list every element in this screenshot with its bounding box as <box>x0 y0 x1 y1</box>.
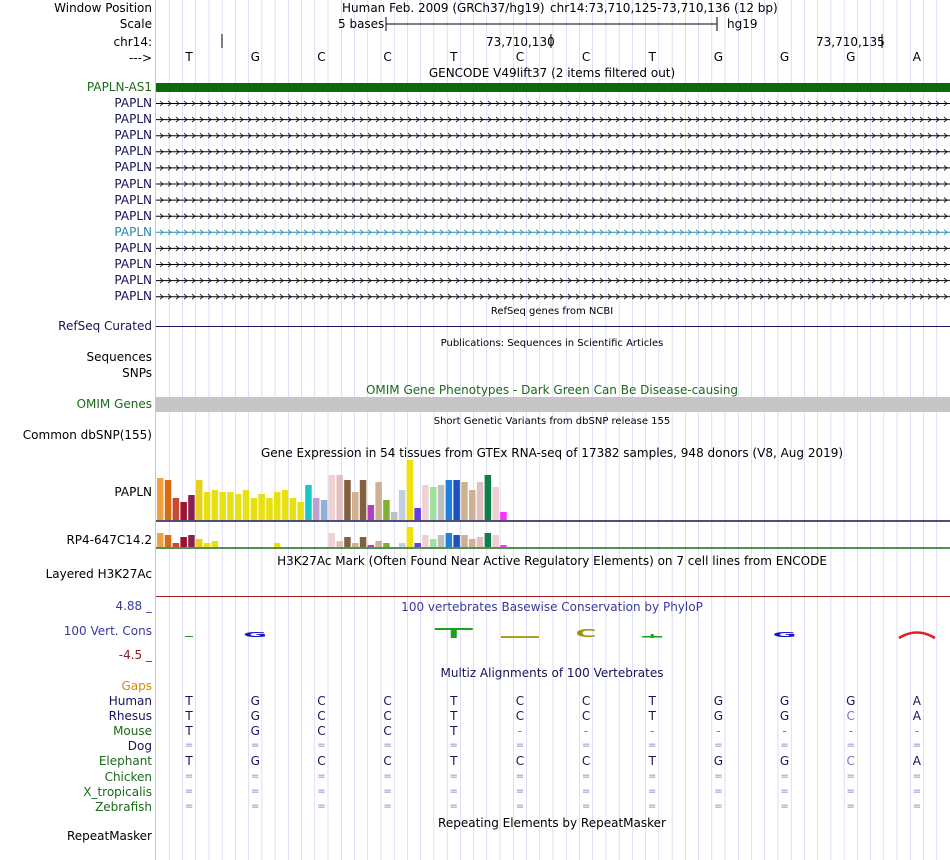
gencode-transcript-label[interactable]: PAPLN <box>114 240 152 255</box>
gtex-bar-rp4[interactable] <box>430 539 437 547</box>
multiz-base: - <box>583 724 589 739</box>
multiz-base: = <box>184 800 194 812</box>
gtex-bar-papln[interactable] <box>227 492 234 520</box>
gtex-bar-papln[interactable] <box>407 460 414 520</box>
multiz-base: = <box>317 770 326 782</box>
multiz-base: C <box>515 694 525 708</box>
gencode-transcript-label[interactable]: PAPLN <box>114 112 152 127</box>
gtex-bar-rp4[interactable] <box>453 535 460 547</box>
gtex-bar-papln[interactable] <box>313 498 320 520</box>
gtex-bar-rp4[interactable] <box>461 535 468 547</box>
gtex-bar-papln[interactable] <box>290 498 297 520</box>
gtex-bar-rp4[interactable] <box>368 545 375 547</box>
multiz-base: G <box>713 709 724 724</box>
papln-transcript-line[interactable] <box>156 117 950 122</box>
phylop-glyph <box>451 628 457 638</box>
multiz-base: = <box>846 785 855 797</box>
base-letter: G <box>713 50 724 64</box>
dbsnp-title: Short Genetic Variants from dbSNP release 155 <box>433 416 671 427</box>
multiz-base: = <box>184 740 194 752</box>
multiz-base: - <box>848 724 853 739</box>
papln-transcript-line[interactable] <box>156 294 950 299</box>
multiz-species-label: Dog <box>127 739 152 754</box>
gtex-bar-papln[interactable] <box>212 490 219 520</box>
papln-transcript-line[interactable] <box>156 101 950 106</box>
multiz-base: = <box>251 740 260 752</box>
position-label-2: 73,710,135 <box>816 35 885 49</box>
gtex-bar-rp4[interactable] <box>180 537 187 547</box>
gtex-bar-papln[interactable] <box>173 498 180 520</box>
multiz-base: = <box>251 770 260 782</box>
gtex-bar-rp4[interactable] <box>329 533 336 547</box>
phylop-glyph <box>899 633 935 639</box>
multiz-base: = <box>648 785 657 797</box>
gencode-transcript-label[interactable]: PAPLN <box>114 289 152 304</box>
gtex-title: Gene Expression in 54 tissues from GTEx RNA-seq of 17382 samples, 948 donors (V8, Aug 2019) <box>260 446 844 460</box>
gencode-transcript-label[interactable]: PAPLN <box>114 192 152 207</box>
base-letter: G <box>846 50 856 64</box>
multiz-base: = <box>383 785 392 797</box>
multiz-base: C <box>383 754 392 769</box>
gtex-bar-papln[interactable] <box>485 475 492 520</box>
gtex-bar-rp4[interactable] <box>399 543 406 547</box>
gtex-bar-papln[interactable] <box>422 485 429 520</box>
multiz-base: T <box>185 694 193 708</box>
gtex-bar-papln[interactable] <box>446 480 453 520</box>
h3k27ac-title: H3K27Ac Mark (Often Found Near Active Regulatory Elements) on 7 cell lines from ENCODE <box>277 554 827 568</box>
multiz-base: = <box>780 740 789 752</box>
multiz-base: = <box>846 800 855 812</box>
multiz-base: = <box>581 770 591 782</box>
base-letter: T <box>648 50 656 64</box>
gtex-bar-rp4[interactable] <box>500 545 507 547</box>
papln-transcript-line[interactable] <box>156 246 950 251</box>
multiz-base: T <box>648 694 656 708</box>
gtex-bar-papln[interactable] <box>430 487 437 520</box>
window-position-label: Window Position <box>54 1 152 15</box>
gtex-bar-rp4[interactable] <box>196 539 203 547</box>
gtex-bar-rp4[interactable] <box>173 543 180 547</box>
multiz-base: T <box>648 709 656 724</box>
gtex-bar-rp4[interactable] <box>274 543 281 547</box>
multiz-base: = <box>780 785 789 797</box>
base-letter: G <box>779 50 790 64</box>
gtex-bar-rp4[interactable] <box>165 535 172 547</box>
multiz-base: = <box>449 770 458 782</box>
multiz-base: = <box>714 785 723 797</box>
multiz-base: T <box>185 754 193 769</box>
gtex-bar-papln[interactable] <box>180 502 187 520</box>
gencode-transcript-label[interactable]: PAPLN <box>114 176 152 191</box>
gtex-bar-papln[interactable] <box>336 475 343 520</box>
gtex-bar-papln[interactable] <box>438 485 445 520</box>
multiz-base: = <box>648 770 657 782</box>
multiz-base: = <box>449 800 458 812</box>
multiz-base: = <box>383 770 392 782</box>
papln-as1-feature[interactable] <box>156 83 950 92</box>
gtex-bar-rp4[interactable] <box>375 541 382 547</box>
papln-transcript-line[interactable] <box>156 214 950 219</box>
base-letter: C <box>383 50 392 64</box>
multiz-base: T <box>185 709 193 724</box>
publications-sequences-label[interactable]: Sequences <box>86 350 152 364</box>
multiz-base: = <box>846 740 855 752</box>
gencode-transcript-label[interactable]: PAPLN <box>114 128 152 143</box>
gtex-bar-papln[interactable] <box>399 490 406 520</box>
scale-bases-text: 5 bases <box>338 17 385 31</box>
gtex-bar-papln[interactable] <box>274 492 281 520</box>
multiz-species-label: Elephant <box>98 754 152 769</box>
multiz-base: G <box>250 724 260 739</box>
gtex-bar-papln[interactable] <box>297 502 304 520</box>
phylop-glyph <box>501 636 539 638</box>
multiz-base: = <box>912 800 922 812</box>
gtex-bar-papln[interactable] <box>375 482 382 520</box>
omim-feature-bar[interactable] <box>156 397 950 412</box>
multiz-base: G <box>779 709 790 724</box>
multiz-base: = <box>581 740 591 752</box>
base-letter: C <box>581 50 591 64</box>
gtex-bar-rp4[interactable] <box>407 527 414 547</box>
multiz-base: G <box>713 694 724 708</box>
multiz-base: = <box>780 770 789 782</box>
multiz-base: = <box>184 770 194 782</box>
h3k27ac-track-label[interactable]: Layered H3K27Ac <box>45 567 152 581</box>
gtex-bar-papln[interactable] <box>414 508 421 520</box>
strand-label: ---> <box>128 51 152 65</box>
multiz-base: C <box>317 724 326 739</box>
papln-transcript-line[interactable] <box>156 182 950 187</box>
gtex-bar-rp4[interactable] <box>336 541 343 547</box>
multiz-base: C <box>581 694 591 708</box>
phylop-glyph <box>185 636 193 637</box>
multiz-base: A <box>912 754 922 769</box>
gencode-title: GENCODE V49lift37 (2 items filtered out) <box>428 66 676 80</box>
gtex-bar-papln[interactable] <box>188 495 195 520</box>
multiz-base: A <box>912 709 922 724</box>
papln-transcript-line[interactable] <box>156 262 950 267</box>
multiz-base: T <box>450 754 458 769</box>
gtex-bar-papln[interactable] <box>282 490 289 520</box>
base-letter: C <box>515 50 525 64</box>
gtex-bar-rp4[interactable] <box>438 535 445 547</box>
gencode-transcript-label[interactable]: PAPLN <box>114 144 152 159</box>
gtex-bar-papln[interactable] <box>266 498 273 520</box>
gtex-bar-papln[interactable] <box>258 494 265 520</box>
multiz-title: Multiz Alignments of 100 Vertebrates <box>440 666 664 680</box>
multiz-base: = <box>317 740 326 752</box>
multiz-base: = <box>846 770 855 782</box>
multiz-base: = <box>581 800 591 812</box>
multiz-base: = <box>383 800 392 812</box>
gtex-bar-papln[interactable] <box>157 478 164 520</box>
gtex-bar-papln[interactable] <box>500 512 507 520</box>
refseq-track-label[interactable]: RefSeq Curated <box>58 319 152 333</box>
repeatmasker-title: Repeating Elements by RepeatMasker <box>438 816 666 830</box>
gencode-transcript-label[interactable]: PAPLN <box>114 96 152 110</box>
gtex-bar-papln[interactable] <box>329 475 336 520</box>
position-label-1: 73,710,130 <box>486 35 555 49</box>
phylop-title: 100 vertebrates Basewise Conservation by PhyloP <box>401 600 703 614</box>
gtex-bar-rp4[interactable] <box>157 533 164 547</box>
multiz-gaps-label: Gaps <box>121 679 152 693</box>
gtex-bar-papln[interactable] <box>461 482 468 520</box>
multiz-species-label: Chicken <box>104 769 152 784</box>
gtex-bar-rp4[interactable] <box>446 533 453 547</box>
gtex-bar-papln[interactable] <box>344 480 351 520</box>
gtex-bar-rp4[interactable] <box>344 537 351 547</box>
omim-title: OMIM Gene Phenotypes - Dark Green Can Be Disease-causing <box>365 383 739 397</box>
phylop-glyph <box>651 634 654 638</box>
refseq-feature-line[interactable] <box>156 326 950 327</box>
multiz-base: C <box>581 709 591 724</box>
phylop-track-label[interactable]: 100 Vert. Cons <box>63 624 152 638</box>
gtex-bar-rp4[interactable] <box>204 543 211 547</box>
track-data-area <box>156 0 950 860</box>
phylop-ymax-label: 4.88 _ <box>115 599 152 613</box>
dbsnp-track-label[interactable]: Common dbSNP(155) <box>22 428 152 442</box>
gtex-bar-papln[interactable] <box>469 490 476 520</box>
gtex-bar-papln[interactable] <box>219 492 226 520</box>
gtex-bar-papln[interactable] <box>492 487 499 520</box>
multiz-base: C <box>515 754 525 769</box>
multiz-base: - <box>716 724 721 739</box>
multiz-base: = <box>515 785 525 797</box>
multiz-base: = <box>912 740 922 752</box>
multiz-base: = <box>912 785 922 797</box>
multiz-base: = <box>449 785 458 797</box>
multiz-base: - <box>782 724 787 739</box>
multiz-base: T <box>450 709 458 724</box>
multiz-base: C <box>846 709 855 724</box>
gtex-rp4-label[interactable]: RP4-647C14.2 <box>66 533 152 547</box>
papln-transcript-line[interactable] <box>156 149 950 154</box>
multiz-base: A <box>912 694 922 708</box>
multiz-base: T <box>648 754 656 769</box>
phylop-glyph: G <box>243 630 268 639</box>
papln-transcript-line[interactable] <box>156 198 950 203</box>
multiz-base: G <box>846 694 856 708</box>
multiz-species-label: Zebrafish <box>95 799 152 814</box>
multiz-base: = <box>184 785 194 797</box>
gtex-bar-papln[interactable] <box>352 492 359 520</box>
refseq-title: RefSeq genes from NCBI <box>490 306 614 317</box>
gtex-bar-papln[interactable] <box>165 480 172 520</box>
gtex-bar-papln[interactable] <box>204 492 211 520</box>
gtex-bar-rp4[interactable] <box>352 543 359 547</box>
multiz-base: G <box>250 709 260 724</box>
multiz-species-label: X_tropicalis <box>83 784 152 799</box>
multiz-base: = <box>449 740 458 752</box>
gtex-bar-papln[interactable] <box>235 494 242 520</box>
gencode-transcript-label[interactable]: PAPLN <box>114 208 152 223</box>
multiz-base: = <box>912 770 922 782</box>
publications-title: Publications: Sequences in Scientific Articles <box>440 338 664 349</box>
gtex-papln-label[interactable]: PAPLN <box>114 485 152 499</box>
gencode-transcript-label[interactable]: PAPLN <box>114 273 152 288</box>
scale-bar <box>385 16 720 32</box>
gtex-bar-papln[interactable] <box>453 480 460 520</box>
scale-label: Scale <box>119 17 152 31</box>
multiz-base: = <box>515 800 525 812</box>
multiz-base: = <box>581 785 591 797</box>
gtex-bar-papln[interactable] <box>321 500 328 520</box>
gtex-bar-papln[interactable] <box>368 505 375 520</box>
multiz-base: T <box>185 724 193 739</box>
multiz-base: - <box>914 724 920 739</box>
multiz-base: = <box>648 740 657 752</box>
gencode-transcript-label[interactable]: PAPLN <box>114 224 152 239</box>
phylop-ymin-label: -4.5 _ <box>118 648 152 662</box>
multiz-base: C <box>317 709 326 724</box>
scale-genome-text: hg19 <box>727 17 758 31</box>
gtex-bar-rp4[interactable] <box>477 537 484 547</box>
papln-transcripts[interactable] <box>156 94 950 304</box>
multiz-base: G <box>250 754 260 769</box>
gencode-as1-label[interactable]: PAPLN-AS1 <box>86 80 152 94</box>
multiz-base: = <box>714 800 723 812</box>
multiz-base: = <box>714 740 723 752</box>
assembly-text: Human Feb. 2009 (GRCh37/hg19) <box>342 1 545 15</box>
multiz-base: = <box>251 785 260 797</box>
h3k27ac-baseline <box>156 596 950 597</box>
multiz-base: = <box>714 770 723 782</box>
multiz-base: C <box>383 724 392 739</box>
papln-transcript-line[interactable] <box>156 133 950 138</box>
multiz-base: C <box>581 754 591 769</box>
multiz-base: C <box>515 709 525 724</box>
multiz-base: C <box>317 694 326 708</box>
gtex-bar-rp4[interactable] <box>212 541 219 547</box>
gtex-bar-papln[interactable] <box>391 512 398 520</box>
papln-transcript-line[interactable] <box>156 278 950 283</box>
multiz-base: G <box>779 754 790 769</box>
publications-snps-label[interactable]: SNPs <box>122 366 152 380</box>
gtex-bar-rp4[interactable] <box>492 535 499 547</box>
track-label-column <box>0 0 156 860</box>
multiz-base: T <box>450 724 458 739</box>
gtex-bar-rp4[interactable] <box>383 543 390 547</box>
multiz-base: C <box>317 754 326 769</box>
multiz-base: = <box>648 800 657 812</box>
multiz-base: C <box>383 694 392 708</box>
gtex-bar-papln[interactable] <box>305 485 312 520</box>
base-letter: A <box>912 50 922 64</box>
gencode-transcript-label[interactable]: PAPLN <box>114 160 152 175</box>
gtex-bar-papln[interactable] <box>243 490 250 520</box>
base-letter: T <box>450 50 458 64</box>
gtex-bar-rp4[interactable] <box>469 539 476 547</box>
multiz-base: = <box>317 785 326 797</box>
multiz-base: = <box>515 740 525 752</box>
gtex-bar-papln[interactable] <box>251 498 258 520</box>
multiz-base: = <box>383 740 392 752</box>
gtex-bar-papln[interactable] <box>477 482 484 520</box>
phylop-glyph: G <box>772 630 797 639</box>
papln-transcript-line[interactable] <box>156 230 950 235</box>
multiz-base: - <box>517 724 523 739</box>
multiz-base: G <box>250 694 260 708</box>
gtex-expression-bars[interactable] <box>156 455 950 550</box>
gtex-bar-rp4[interactable] <box>414 543 421 547</box>
gtex-bar-papln[interactable] <box>383 500 390 520</box>
multiz-base: - <box>650 724 655 739</box>
multiz-base: = <box>251 800 260 812</box>
omim-track-label[interactable]: OMIM Genes <box>76 397 152 411</box>
multiz-base: C <box>846 754 855 769</box>
phylop-glyph: C <box>575 628 597 640</box>
base-letter: G <box>250 50 260 64</box>
base-letter: C <box>317 50 326 64</box>
multiz-base: C <box>383 709 392 724</box>
phylop-conservation-glyphs <box>156 620 950 650</box>
multiz-base: G <box>779 694 790 708</box>
gtex-bar-rp4[interactable] <box>188 535 195 547</box>
multiz-base: = <box>780 800 789 812</box>
multiz-species-label: Human <box>108 694 152 708</box>
papln-transcript-line[interactable] <box>156 165 950 170</box>
repeatmasker-track-label[interactable]: RepeatMasker <box>66 829 152 843</box>
gencode-transcript-label[interactable]: PAPLN <box>114 257 152 271</box>
multiz-species-label: Mouse <box>113 724 152 739</box>
multiz-base: = <box>515 770 525 782</box>
gtex-bar-papln[interactable] <box>360 480 367 520</box>
multiz-species-label: Rhesus <box>108 709 152 724</box>
window-coords-text: chr14:73,710,125-73,710,136 (12 bp) <box>550 1 778 15</box>
chrom-label: chr14: <box>113 35 152 49</box>
multiz-base: T <box>450 694 458 708</box>
gtex-bar-rp4[interactable] <box>485 533 492 547</box>
gtex-bar-rp4[interactable] <box>360 537 367 547</box>
multiz-base: G <box>713 754 724 769</box>
multiz-base: = <box>317 800 326 812</box>
gtex-bar-papln[interactable] <box>196 480 203 520</box>
gtex-bar-rp4[interactable] <box>422 535 429 547</box>
base-letter: T <box>185 50 193 64</box>
